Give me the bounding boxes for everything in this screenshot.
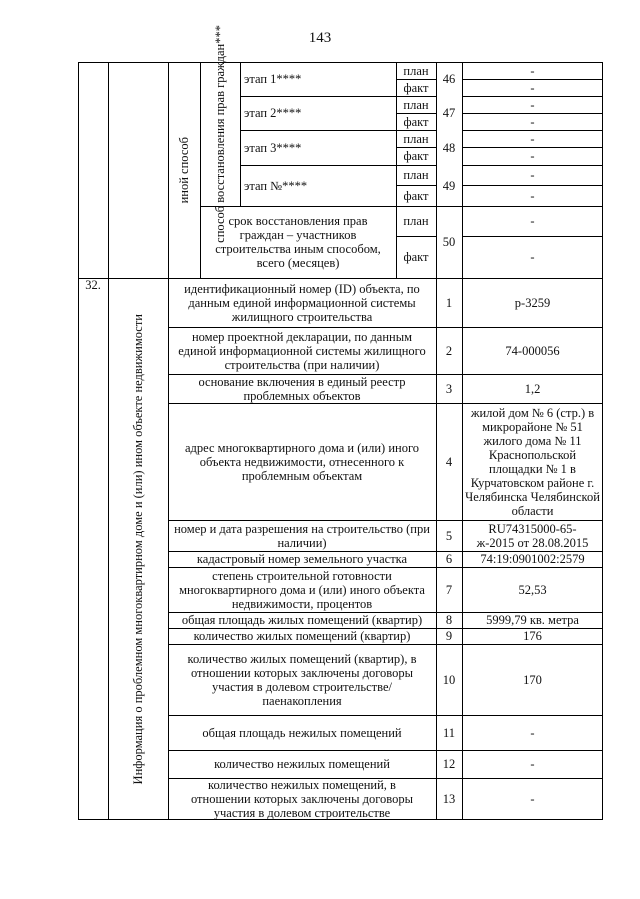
field-value: жилой дом № 6 (стр.) в микрорайоне № 51 жилого дома № 11 Краснопольской площадки № 1 в Курчатовском районе г. Челябинска Челябинской области (465, 405, 600, 518)
row-number: 7 (445, 582, 453, 597)
field-value: 1,2 (524, 381, 541, 396)
field-label: основание включения в единый реестр проблемных объектов (198, 374, 406, 403)
plan-label: план (403, 168, 429, 182)
fact-label: факт (403, 149, 429, 163)
row-number: 10 (442, 672, 456, 687)
fact-label: факт (403, 250, 429, 264)
fact-value: - (530, 80, 535, 95)
row-number: 13 (442, 792, 456, 806)
stage-name: этап 2**** (244, 106, 302, 120)
fact-label: факт (403, 80, 429, 95)
restoration-term-label: срок восстановления прав граждан – участников строительства иным способом, всего (месяцев) (215, 214, 381, 270)
field-value: - (530, 757, 535, 771)
row-number: 3 (445, 381, 453, 396)
fact-label: факт (403, 114, 429, 129)
stage-name: этап 3**** (244, 140, 302, 155)
field-value: р-3259 (514, 295, 551, 310)
fact-value: - (530, 149, 535, 163)
plan-value: - (530, 131, 535, 146)
row-number: 2 (445, 343, 453, 358)
row-number: 46 (442, 72, 456, 86)
fact-value: - (530, 188, 535, 203)
plan-value: - (530, 97, 535, 112)
row-number: 48 (442, 140, 456, 155)
plan-label: план (403, 63, 429, 78)
field-label: кадастровый номер земельного участка (196, 552, 408, 566)
field-value: RU74315000-65-ж-2015 от 28.08.2015 (476, 521, 589, 550)
field-value: 74-000056 (505, 343, 560, 358)
item-number: 32. (85, 278, 101, 292)
field-label: количество жилых помещений (квартир), в отношении которых заключены договоры участия в долевом строительстве/паенакопления (187, 651, 417, 708)
fact-value: - (530, 114, 535, 129)
plan-label: план (403, 214, 429, 228)
field-value: - (530, 792, 535, 806)
stage-name: этап 1**** (244, 72, 302, 86)
field-label: степень строительной готовности многоквартирного дома и (или) иного объекта недвижимости, процентов (179, 568, 425, 611)
field-label: общая площадь жилых помещений (квартир) (181, 613, 423, 627)
plan-value: - (530, 168, 535, 182)
field-label: идентификационный номер (ID) объекта, по данным единой информационной системы жилищного строительства (184, 281, 420, 324)
row-number: 11 (442, 725, 456, 740)
field-value: 5999,79 кв. метра (486, 613, 579, 627)
field-value: - (530, 725, 535, 740)
row-number: 12 (442, 757, 456, 771)
field-label: количество нежилых помещений (214, 757, 390, 771)
fact-value: - (530, 250, 535, 264)
plan-value: - (530, 63, 535, 78)
method-column-label: иной способ (177, 136, 191, 204)
row-number: 50 (442, 235, 456, 249)
row-number: 4 (445, 454, 453, 469)
plan-label: план (403, 131, 429, 146)
field-label: номер и дата разрешения на строительство (при наличии) (174, 521, 430, 550)
row-number: 6 (445, 552, 453, 566)
row-number: 49 (442, 178, 456, 193)
page-number: 143 (308, 30, 332, 46)
field-label: количество жилых помещений (квартир) (193, 629, 411, 643)
row-number: 1 (445, 295, 453, 310)
restoration-group-label: способ восстановления прав граждан*** (213, 25, 227, 243)
field-label: количество нежилых помещений, в отношении которых заключены договоры участия в долевом строительстве (190, 778, 414, 820)
row-number: 47 (442, 106, 456, 120)
field-label: общая площадь нежилых помещений (202, 725, 402, 740)
field-label: номер проектной декларации, по данным единой информационной системы жилищного строительства (при наличии) (178, 329, 426, 372)
row-number: 8 (445, 613, 453, 627)
plan-value: - (530, 214, 535, 228)
field-value: 176 (523, 629, 542, 643)
stage-name: этап №**** (244, 178, 308, 193)
plan-label: план (403, 97, 429, 112)
section-side-label: Информация о проблемном многоквартирном доме и (или) ином объекте недвижимости (131, 313, 145, 785)
field-value: 170 (523, 672, 542, 687)
field-value: 74:19:0901002:2579 (480, 552, 585, 566)
field-label: адрес многоквартирного дома и (или) иного объекта недвижимости, отнесенного к проблемным объектам (184, 440, 420, 483)
fact-label: факт (403, 188, 429, 203)
row-number: 9 (445, 629, 453, 643)
row-number: 5 (445, 528, 453, 543)
field-value: 52,53 (518, 582, 547, 597)
